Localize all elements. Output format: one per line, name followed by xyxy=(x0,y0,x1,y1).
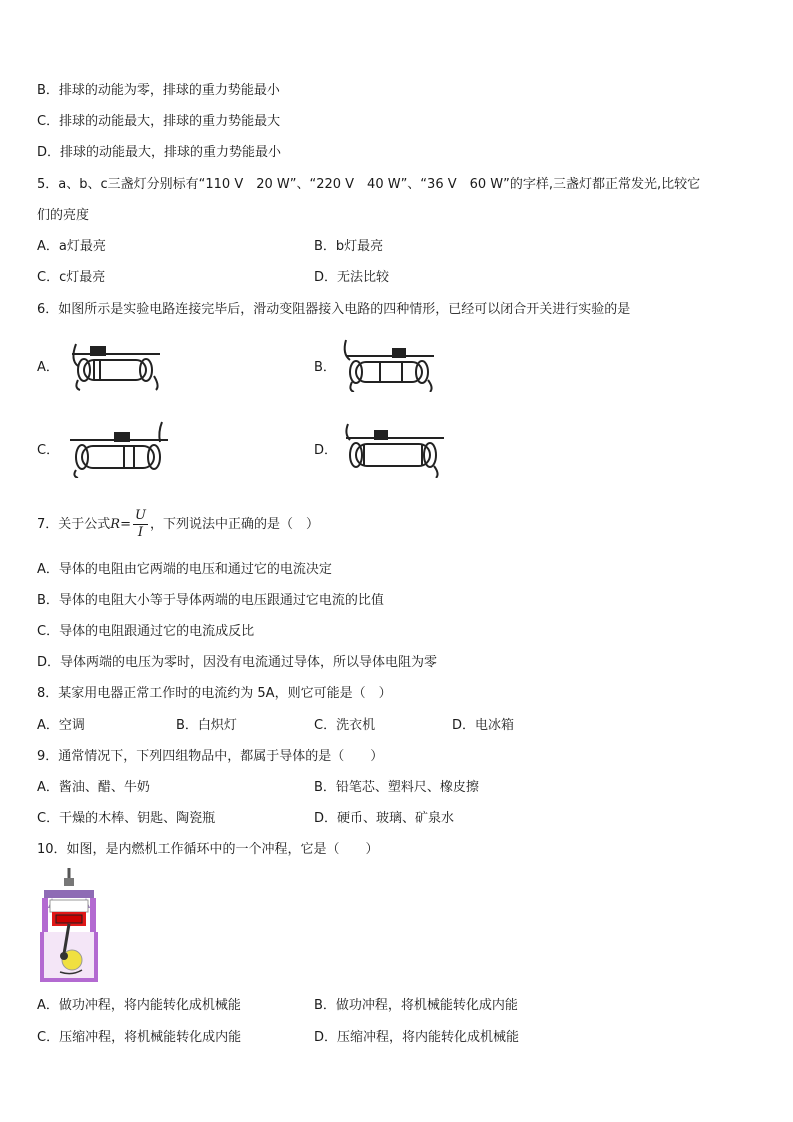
q7-option-d: D．导体两端的电压为零时，因没有电流通过导体，所以导体电阻为零 xyxy=(37,655,438,670)
q5-option-a: A．a灯最亮 xyxy=(37,239,106,254)
q10-option-d: D．压缩冲程，将内能转化成机械能 xyxy=(314,1030,520,1045)
q7-option-a: A．导体的电阻由它两端的电压和通过它的电流决定 xyxy=(37,562,332,577)
engine-cylinder-figure xyxy=(38,868,100,990)
q7-formula-lhs: R= xyxy=(110,517,131,532)
rheostat-figure-b xyxy=(340,336,440,392)
q6-label-d: D． xyxy=(314,443,338,458)
q8-stem: 8．某家用电器正常工作时的电流约为 5A，则它可能是（ ） xyxy=(37,686,392,701)
q5-option-d: D．无法比较 xyxy=(314,270,390,285)
q10-option-a: A．做功冲程，将内能转化成机械能 xyxy=(37,998,241,1013)
q7-formula-denominator: I xyxy=(137,525,144,540)
q9-stem: 9．通常情况下，下列四组物品中，都属于导体的是（ ） xyxy=(37,749,384,764)
q7-option-b: B．导体的电阻大小等于导体两端的电压跟通过它电流的比值 xyxy=(37,593,384,608)
q5-option-c: C．c灯最亮 xyxy=(37,270,106,285)
q9-option-c: C．干燥的木棒、钥匙、陶瓷瓶 xyxy=(37,811,216,826)
q5-stem-line2: 们的亮度 xyxy=(37,208,90,223)
q9-option-d: D．硬币、玻璃、矿泉水 xyxy=(314,811,455,826)
q7-option-c: C．导体的电阻跟通过它的电流成反比 xyxy=(37,624,255,639)
q7-stem-suffix: ，下列说法中正确的是（ ） xyxy=(149,517,319,532)
q10-option-b: B．做功冲程，将机械能转化成内能 xyxy=(314,998,518,1013)
q9-option-b: B．铅笔芯、塑料尺、橡皮擦 xyxy=(314,780,479,795)
q6-stem: 6．如图所示是实验电路连接完毕后，滑动变阻器接入电路的四种情形，已经可以闭合开关进行实验的是 xyxy=(37,302,631,317)
q4-option-c: C．排球的动能最大，排球的重力势能最大 xyxy=(37,114,281,129)
q7-stem-prefix: 7．关于公式 xyxy=(37,517,111,532)
q7-formula-fraction xyxy=(133,508,148,541)
rheostat-figure-d xyxy=(340,420,450,478)
rheostat-figure-a xyxy=(64,336,164,392)
q5-stem-line1: 5．a、b、c三盏灯分别标有“110 V 20 W”、“220 V 40 W”、“36 V 60 W”的字样,三盏灯都正常发光,比较它 xyxy=(37,177,701,192)
rheostat-figure-c xyxy=(64,420,174,478)
q6-label-b: B． xyxy=(314,360,336,375)
q4-option-b: B．排球的动能为零，排球的重力势能最小 xyxy=(37,83,280,98)
q7-stem xyxy=(37,506,319,544)
q4-option-d: D．排球的动能最大，排球的重力势能最小 xyxy=(37,145,282,160)
q8-option-c: C．洗衣机 xyxy=(314,718,376,733)
q8-option-d: D．电冰箱 xyxy=(452,718,515,733)
q8-option-b: B．白炽灯 xyxy=(176,718,237,733)
q8-option-a: A．空调 xyxy=(37,718,85,733)
q10-option-c: C．压缩冲程，将机械能转化成内能 xyxy=(37,1030,242,1045)
q6-label-a: A． xyxy=(37,360,59,375)
q7-formula-numerator: U xyxy=(134,508,146,523)
q5-option-b: B．b灯最亮 xyxy=(314,239,384,254)
q10-stem: 10．如图，是内燃机工作循环中的一个冲程，它是（ ） xyxy=(37,842,379,857)
q6-label-c: C． xyxy=(37,443,60,458)
q9-option-a: A．酱油、醋、牛奶 xyxy=(37,780,150,795)
